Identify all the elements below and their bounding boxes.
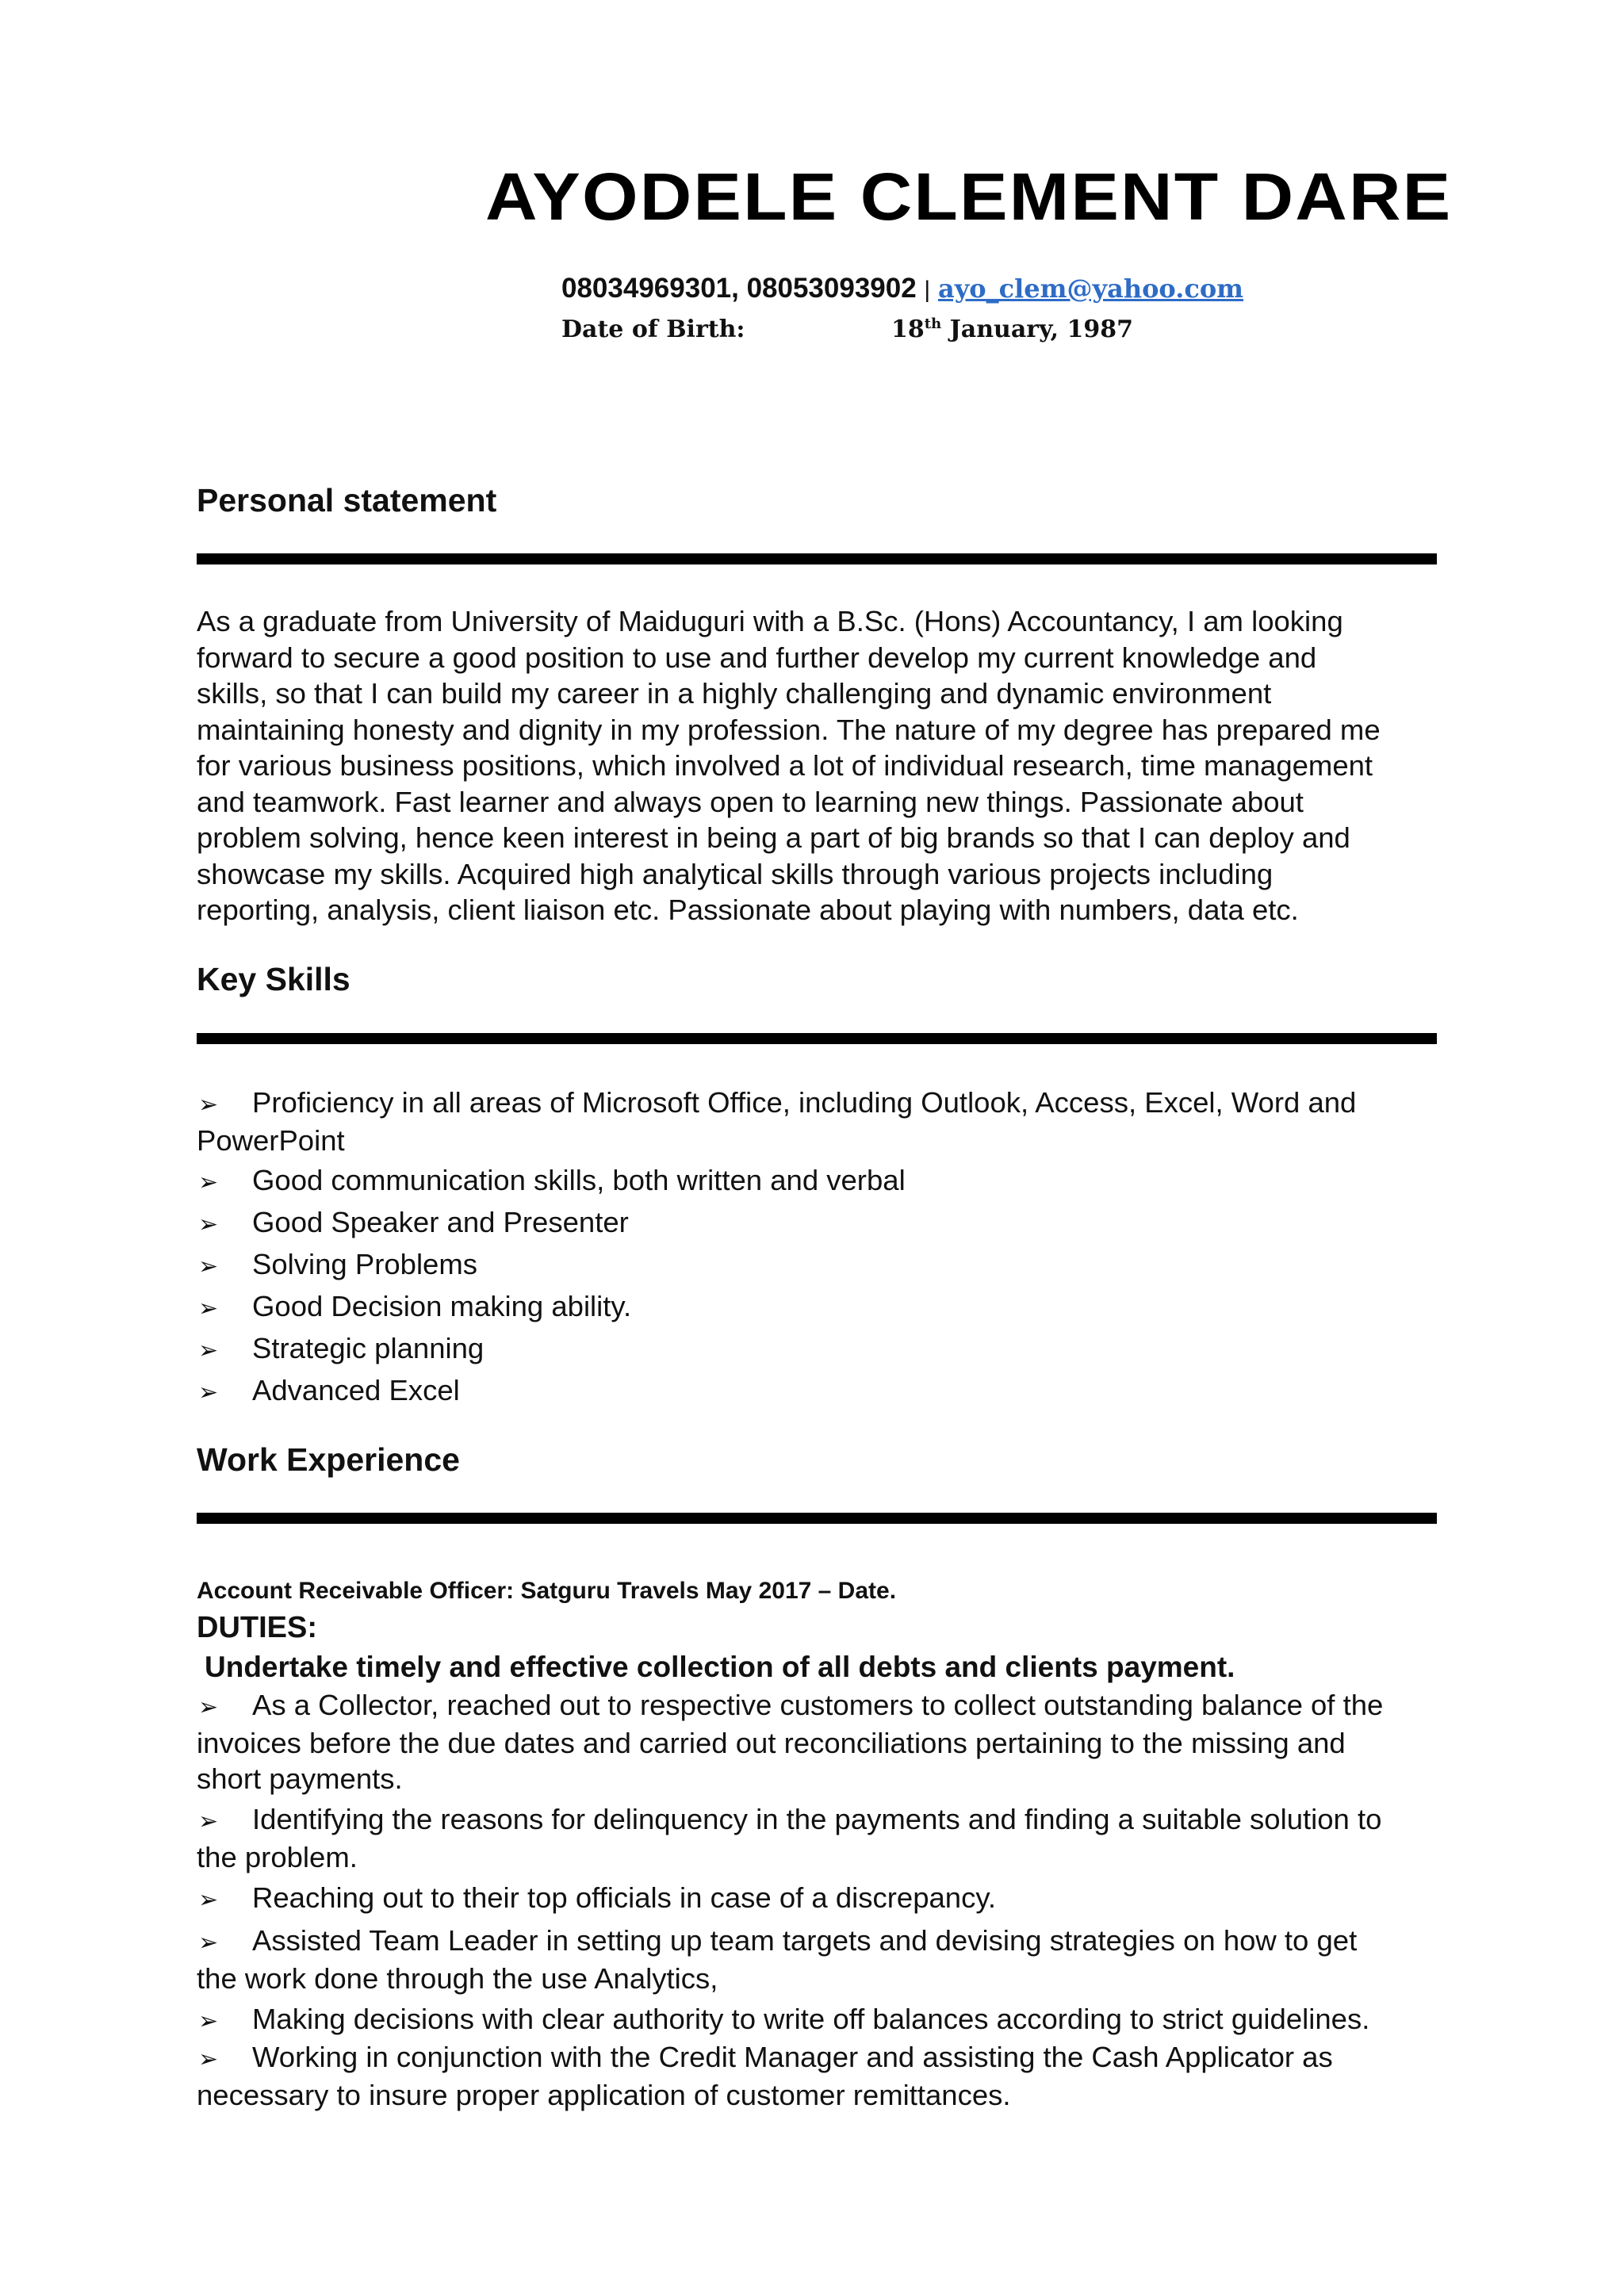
arrow-bullet-icon: ➢: [198, 2007, 219, 2035]
personal-statement-text: [197, 603, 1450, 928]
statement-line: maintaining honesty and dignity in my profession. The nature of my degree has prepared me: [197, 713, 1381, 746]
statement-line: showcase my skills. Acquired high analytical skills through various projects including: [197, 857, 1274, 890]
list-item: [197, 1801, 1450, 1875]
list-item: [197, 1162, 1450, 1200]
personal-statement-heading: Personal statement: [197, 482, 497, 519]
duty-text: Reaching out to their top officials in case of a discrepancy.: [252, 1881, 997, 1914]
list-item: [197, 1687, 1450, 1797]
dob-rest: January, 1987: [949, 316, 1134, 343]
arrow-bullet-icon: ➢: [198, 1253, 219, 1280]
key-skills-list: [197, 1085, 1450, 1410]
date-of-birth: [561, 316, 1134, 343]
section-divider: [197, 1033, 1437, 1044]
skill-text: Solving Problems: [252, 1248, 478, 1280]
arrow-bullet-icon: ➢: [198, 1929, 219, 1957]
dob-day: 18: [891, 316, 925, 343]
statement-line: reporting, analysis, client liaison etc. Passionate about playing with numbers, data etc.: [197, 894, 1299, 926]
list-item: [197, 1372, 1450, 1410]
dob-value: [891, 316, 1133, 343]
list-item: [197, 2039, 1450, 2113]
work-experience-heading: Work Experience: [197, 1441, 460, 1478]
skill-text: Strategic planning: [252, 1332, 485, 1364]
arrow-bullet-icon: ➢: [198, 1808, 219, 1835]
list-item: [197, 1880, 1450, 1918]
statement-line: skills, so that I can build my career in a highly challenging and dynamic environment: [197, 677, 1272, 710]
section-divider: [197, 1513, 1437, 1524]
duty-text: Making decisions with clear authority to write off balances according to strict guidelines.: [252, 2003, 1370, 2035]
arrow-bullet-icon: ➢: [198, 1169, 219, 1196]
arrow-bullet-icon: ➢: [198, 1379, 219, 1406]
skill-text: Advanced Excel: [252, 1374, 460, 1406]
statement-line: problem solving, hence keen interest in being a part of big brands so that I can deploy and: [197, 821, 1350, 854]
list-item: [197, 1330, 1450, 1368]
statement-line: and teamwork. Fast learner and always open to learning new things. Passionate about: [197, 785, 1304, 818]
statement-line: forward to secure a good position to use and further develop my current knowledge and: [197, 641, 1317, 674]
dob-label: Date of Birth:: [561, 316, 745, 343]
arrow-bullet-icon: ➢: [198, 2045, 219, 2073]
arrow-bullet-icon: ➢: [198, 1295, 219, 1322]
skill-text: Good communication skills, both written and verbal: [252, 1164, 906, 1196]
list-item: [197, 1204, 1450, 1242]
skill-text: Good Speaker and Presenter: [252, 1206, 629, 1238]
skill-text: Good Decision making ability.: [252, 1290, 632, 1322]
duties-list: [197, 1687, 1450, 2113]
arrow-bullet-icon: ➢: [198, 1886, 219, 1914]
duty-text: Assisted Team Leader in setting up team targets and devising strategies on how to get: [252, 1924, 1358, 1957]
statement-line: for various business positions, which involved a lot of individual research, time management: [197, 749, 1373, 782]
duties-label: DUTIES:: [197, 1611, 317, 1644]
list-item: [197, 2001, 1450, 2039]
duty-text-cont: invoices before the due dates and carried out reconciliations pertaining to the missing and: [197, 1727, 1346, 1759]
section-divider: [197, 553, 1437, 564]
contact-line: [561, 273, 1243, 304]
list-item: [197, 1085, 1450, 1158]
arrow-bullet-icon: ➢: [198, 1693, 219, 1721]
duty-text-cont: the problem.: [197, 1841, 358, 1873]
arrow-bullet-icon: ➢: [198, 1211, 219, 1238]
skill-text-cont: PowerPoint: [197, 1124, 345, 1157]
skill-text: Proficiency in all areas of Microsoft Office, including Outlook, Access, Excel, Word and: [252, 1086, 1357, 1119]
duty-text: As a Collector, reached out to respective customers to collect outstanding balance of the: [252, 1689, 1384, 1721]
duty-text-cont: short payments.: [197, 1762, 403, 1795]
duty-text: Working in conjunction with the Credit Manager and assisting the Cash Applicator as: [252, 2041, 1333, 2073]
list-item: [197, 1288, 1450, 1326]
duty-text-cont: the work done through the use Analytics,: [197, 1962, 718, 1995]
list-item: [197, 1246, 1450, 1284]
email-link[interactable]: ayo_clem@yahoo.com: [937, 274, 1244, 304]
job-title-line: Account Receivable Officer: Satguru Travels May 2017 – Date.: [197, 1578, 897, 1604]
key-skills-heading: Key Skills: [197, 961, 350, 997]
contact-separator: |: [924, 277, 931, 303]
duty-intro: Undertake timely and effective collection of all debts and clients payment.: [205, 1651, 1235, 1683]
dob-suffix: th: [924, 316, 942, 332]
arrow-bullet-icon: ➢: [198, 1337, 219, 1364]
statement-line: As a graduate from University of Maiduguri with a B.Sc. (Hons) Accountancy, I am looking: [197, 605, 1343, 637]
arrow-bullet-icon: ➢: [198, 1091, 219, 1119]
candidate-name: AYODELE CLEMENT DARE: [485, 159, 1453, 234]
phone-numbers: 08034969301, 08053093902: [561, 273, 917, 304]
duty-text-cont: necessary to insure proper application of customer remittances.: [197, 2079, 1011, 2111]
duty-text: Identifying the reasons for delinquency in the payments and finding a suitable solution to: [252, 1803, 1382, 1835]
list-item: [197, 1923, 1450, 1996]
